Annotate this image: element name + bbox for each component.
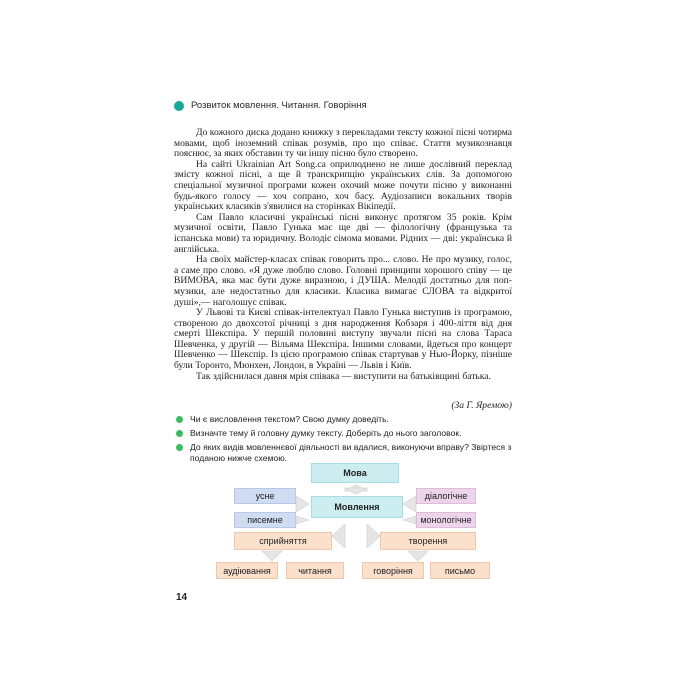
paragraph: У Львові та Києві співак-інтелектуал Павло Гунька виступив із програмою, створеною до двохсотої річниці з дня народження Кобзаря і 400-ліття від дня смерті Шекспіра. У першій половині виступу звучали пісні на слова Тараса Шевченка, у другій — Вільяма Шекспіра. Іншими словами, йдеться про концерт Шевченко — Шекспір. Із цією програмою співак стартував у Нью-Йорку, пізніше були Торонто, Мюнхен, Лондон, в Україні — Львів і Київ. (174, 307, 512, 372)
node-pysmo: письмо (430, 562, 490, 579)
task-text: Чи є висловлення текстом? Свою думку доведіть. (190, 414, 389, 424)
page-number: 14 (176, 592, 188, 603)
node-monolohichne: монологічне (416, 512, 476, 528)
arrow-left-icon (332, 524, 345, 548)
node-dialohichne: діалогічне (416, 488, 476, 504)
node-tvorennia: творення (380, 532, 476, 550)
section-title: Розвиток мовлення. Читання. Говоріння (191, 100, 367, 111)
paragraph: Сам Павло класичні українські пісні виконує протягом 35 років. Крім музичної освіти, Павло Гунька має ще дві — філологічну (французька та іспанська мови) та юридичну. Володіє сімома мовами. Рідних — дві: українська й англійська. (174, 211, 512, 255)
node-hovorinnia: говоріння (362, 562, 424, 579)
arrow-left-icon (403, 496, 416, 512)
task-text: До яких видів мовленнєвої діяльності ви вдалися, виконуючи вправу? Звіртеся з поданою нижче схемою. (190, 442, 512, 463)
arrow-right-icon (367, 524, 380, 548)
paragraph: На своїх майстер-класах співак говорить про... слово. Не про музику, голос, а саме про слово. «Я дуже люблю слово. Головні принципи хорошого співу — це ВИМО́ВА, яка має бути дуже виразною, і ДУША. Мелодії достатньо для поп-музики, але недостатньо для класики. Класика вимагає СЛОВА та відкритої душі»,— наголошує співак. (174, 254, 512, 308)
source-attribution: (За Г. Яремою) (451, 400, 512, 411)
paragraph: На сайті Ukrainian Art Song.ca оприлюднено не лише дослівний переклад змісту кожної пісні, а ще й транскрипцію українських слів. За допомогою спеціальної музичної програми кожен охочий може почути пісню у виконанні будь-якого голосу — хоч сопрано, хоч басу. Аудіозаписи вокальних творів українських класиків з'явилися на сторінках Вікіпедії. (174, 158, 512, 213)
node-usne: усне (234, 488, 296, 504)
arrow-right-icon (296, 516, 309, 524)
paragraph: До кожного диска додано книжку з перекладами тексту кожної пісні чотирма мовами, щоб іноземний співак розумів, про що співає. Стаття музикознавця пояснює, за яких обставин ту чи іншу пісню було створено. (174, 127, 512, 160)
arrow-down-icon (262, 551, 282, 561)
node-mova: Мова (311, 463, 399, 483)
task-text: Визначте тему й головну думку тексту. Доберіть до нього заголовок. (190, 428, 462, 438)
arrow-right-icon (296, 496, 309, 512)
node-audiiuvannia: аудіювання (216, 562, 278, 579)
node-pysemne: писемне (234, 512, 296, 528)
arrow-left-icon (403, 516, 416, 524)
node-spryiniattia: сприйняття (234, 532, 332, 550)
paragraph: Так здійснилася давня мрія співака — виступити на батьківщині батька. (196, 370, 491, 382)
node-movlennia: Мовлення (311, 496, 403, 518)
node-chytannia: читання (286, 562, 344, 579)
arrow-down-icon (408, 551, 428, 561)
